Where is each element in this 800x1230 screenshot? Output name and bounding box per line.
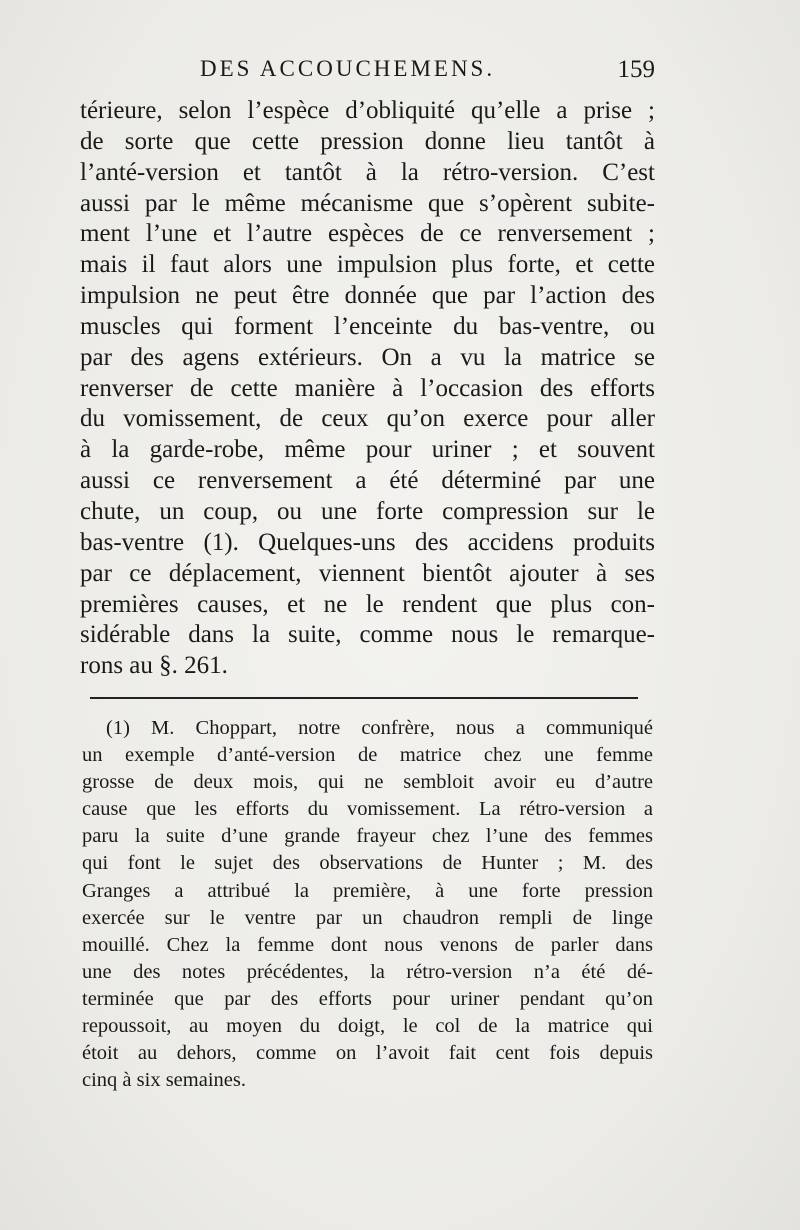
- page-header: [200, 56, 655, 92]
- text-line: bas-ventre (1). Quelques-uns des accidens produits: [80, 528, 655, 556]
- text-line: impulsion ne peut être donnée que par l’action des: [80, 282, 655, 310]
- footnote-line: étoit au dehors, comme on l’avoit fait cent fois depuis: [82, 1042, 653, 1065]
- footnote-line: terminée que par des efforts pour uriner pendant qu’on: [82, 987, 653, 1010]
- text-line: ment l’une et l’autre espèces de ce renversement ;: [80, 220, 655, 248]
- text-line: de sorte que cette pression donne lieu tantôt à: [80, 127, 655, 155]
- text-line: rons au §. 261.: [80, 652, 228, 680]
- footnote-line: paru la suite d’une grande frayeur chez l’une des femmes: [82, 825, 653, 848]
- footnote-line: un exemple d’anté-version de matrice chez une femme: [82, 744, 653, 767]
- footnote-line: qui font le sujet des observations de Hunter ; M. des: [82, 852, 653, 875]
- text-line: chute, un coup, ou une forte compression sur le: [80, 497, 655, 525]
- text-line: l’anté-version et tantôt à la rétro-version. C’est: [80, 158, 655, 186]
- footnote-block: [82, 715, 653, 1094]
- text-line: premières causes, et ne le rendent que plus con-: [80, 590, 655, 618]
- text-line: à la garde-robe, même pour uriner ; et souvent: [80, 436, 655, 464]
- text-line: du vomissement, de ceux qu’on exerce pour aller: [80, 405, 655, 433]
- footnote-line: repoussoit, au moyen du doigt, le col de la matrice qui: [82, 1015, 653, 1038]
- footnote-line: grosse de deux mois, qui ne sembloit avoir eu d’autre: [82, 771, 653, 794]
- page-number: 159: [617, 56, 655, 83]
- footnote-line: cause que les efforts du vomissement. La rétro-version a: [82, 798, 653, 821]
- main-text-block: [80, 96, 655, 682]
- text-line: par ce déplacement, viennent bientôt ajouter à ses: [80, 559, 655, 587]
- text-line: aussi ce renversement a été déterminé par une: [80, 467, 655, 495]
- text-line: muscles qui forment l’enceinte du bas-ventre, ou: [80, 312, 655, 340]
- text-line: mais il faut alors une impulsion plus forte, et cette: [80, 251, 655, 279]
- footnote-separator-rule: [90, 697, 638, 699]
- text-line: sidérable dans la suite, comme nous le remarque-: [80, 621, 655, 649]
- footnote-line: Granges a attribué la première, à une forte pression: [82, 879, 653, 902]
- text-line: aussi par le même mécanisme que s’opèrent subite-: [80, 189, 655, 217]
- footnote-line: mouillé. Chez la femme dont nous venons de parler dans: [82, 933, 653, 956]
- text-line: par des agens extérieurs. On a vu la matrice se: [80, 343, 655, 371]
- footnote-line: cinq à six semaines.: [82, 1069, 246, 1092]
- footnote-line: exercée sur le ventre par un chaudron rempli de linge: [82, 906, 653, 929]
- running-title: DES ACCOUCHEMENS.: [200, 56, 496, 81]
- text-line: térieure, selon l’espèce d’obliquité qu’elle a prise ;: [80, 97, 655, 124]
- footnote-line: (1) M. Choppart, notre confrère, nous a communiqué: [106, 717, 653, 739]
- text-line: renverser de cette manière à l’occasion des efforts: [80, 374, 655, 402]
- footnote-line: une des notes précédentes, la rétro-version n’a été dé-: [82, 960, 653, 983]
